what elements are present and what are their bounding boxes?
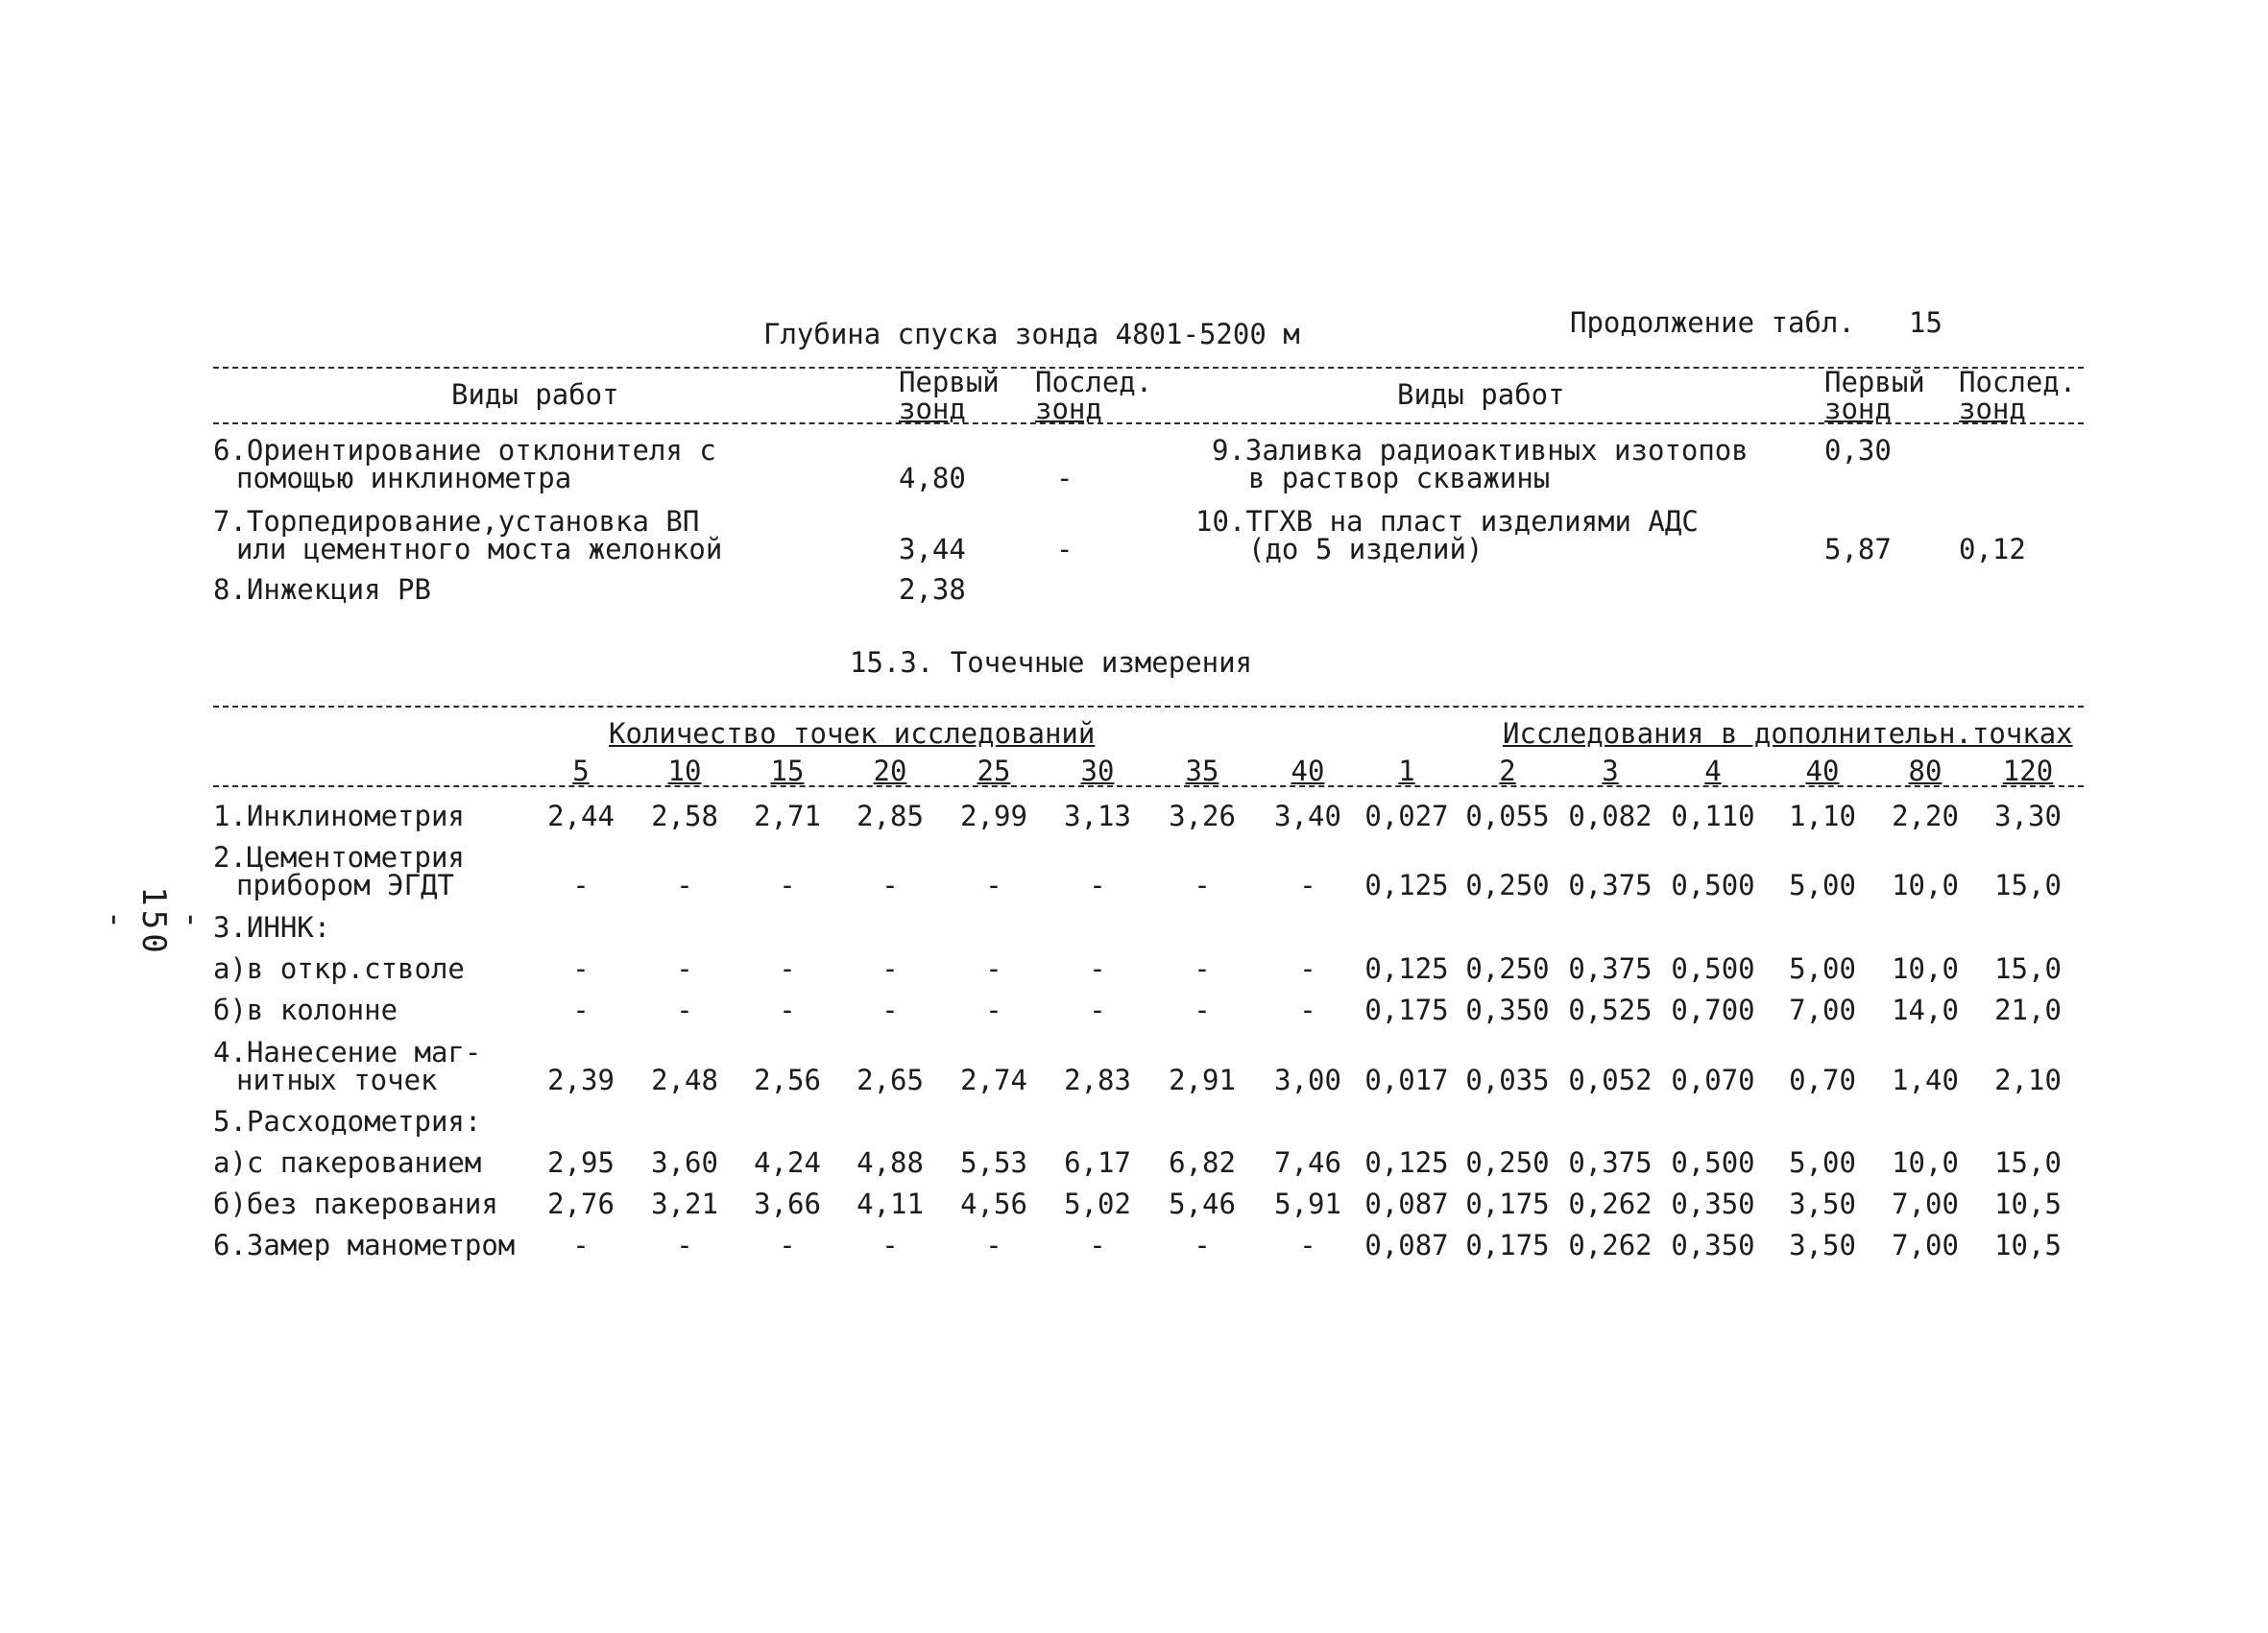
column-header: 40	[1805, 755, 1840, 787]
table-cell: -	[676, 869, 693, 901]
table-cell: -	[1089, 994, 1106, 1026]
table-cell: 0,350	[1465, 994, 1550, 1026]
table-cell: 2,39	[547, 1064, 615, 1096]
upper-left-row-6-line1: 6.Ориентирование отклонителя с	[213, 434, 716, 467]
table-cell: 0,70	[1789, 1064, 1856, 1096]
page-number: - 150 -	[96, 886, 211, 957]
table-cell: -	[985, 994, 1002, 1026]
lower-top-rule	[213, 706, 2084, 708]
table-cell: 0,500	[1671, 952, 1755, 985]
table-cell: 0,125	[1364, 952, 1449, 985]
table-cell: 0,070	[1671, 1064, 1755, 1096]
col-first-left: Первый	[899, 366, 1000, 398]
table-cell: 7,00	[1892, 1229, 1959, 1261]
table-cell: -	[1089, 952, 1106, 985]
table-cell: -	[779, 994, 796, 1026]
table-cell: -	[676, 952, 693, 985]
upper-left-row-6-first: 4,80	[899, 462, 966, 494]
table-cell: 2,76	[547, 1188, 615, 1220]
table-cell: -	[1194, 952, 1211, 985]
table-cell: 0,500	[1671, 869, 1755, 901]
upper-left-row-8-line1: 8.Инжекция РВ	[213, 573, 431, 606]
col-next-left: Послед.	[1035, 366, 1153, 398]
table-cell: 4,24	[754, 1146, 821, 1179]
col-work-left: Виды работ	[451, 378, 619, 411]
table-cell: -	[676, 1229, 693, 1261]
table-cell: 0,055	[1465, 800, 1550, 832]
column-header: 80	[1908, 755, 1942, 787]
table-cell: 2,56	[754, 1064, 821, 1096]
table-cell: 3,60	[651, 1146, 718, 1179]
depth-title: Глубина спуска зонда 4801-5200 м	[763, 318, 1300, 350]
row-label-continued: прибором ЭГДТ	[236, 869, 454, 901]
table-cell: 4,56	[960, 1188, 1027, 1220]
table-cell: 0,175	[1465, 1188, 1550, 1220]
column-header: 120	[2002, 755, 2054, 787]
table-cell: 14,0	[1892, 994, 1959, 1026]
upper-right-row-9-line1: 9.Заливка радиоактивных изотопов	[1212, 434, 1749, 467]
col-first-right: Первый	[1824, 366, 1925, 398]
table-cell: 0,125	[1364, 869, 1449, 901]
column-header: 35	[1185, 755, 1219, 787]
table-cell: 10,0	[1892, 869, 1959, 901]
col-next-left-2: зонд	[1035, 393, 1102, 425]
table-cell: 3,26	[1169, 800, 1236, 832]
table-cell: 4,88	[857, 1146, 924, 1179]
table-cell: -	[881, 869, 899, 901]
table-cell: 5,91	[1274, 1188, 1341, 1220]
table-cell: 3,66	[754, 1188, 821, 1220]
table-cell: -	[572, 1229, 590, 1261]
table-cell: 0,375	[1568, 1146, 1653, 1179]
table-cell: 21,0	[1994, 994, 2062, 1026]
table-cell: 0,035	[1465, 1064, 1550, 1096]
table-cell: 2,71	[754, 800, 821, 832]
table-cell: 1,40	[1892, 1064, 1959, 1096]
table-cell: 2,48	[651, 1064, 718, 1096]
table-cell: -	[572, 994, 590, 1026]
column-header: 40	[1291, 755, 1325, 787]
table-cell: 0,087	[1364, 1229, 1449, 1261]
table-cell: 3,30	[1994, 800, 2062, 832]
table-cell: 0,125	[1364, 1146, 1449, 1179]
row-label: 1.Инклинометрия	[213, 800, 465, 832]
table-cell: 3,13	[1064, 800, 1131, 832]
table-cell: -	[881, 952, 899, 985]
row-label: а)в откр.стволе	[213, 952, 465, 985]
table-cell: 3,50	[1789, 1229, 1856, 1261]
table-cell: -	[881, 1229, 899, 1261]
table-cell: 2,10	[1994, 1064, 2062, 1096]
table-cell: 0,262	[1568, 1229, 1653, 1261]
table-cell: 15,0	[1994, 952, 2062, 985]
upper-left-row-7-next: -	[1056, 533, 1074, 565]
column-header: 30	[1080, 755, 1115, 787]
table-cell: 2,20	[1892, 800, 1959, 832]
section-title: 15.3. Точечные измерения	[850, 646, 1253, 679]
row-label: 3.ИННК:	[213, 911, 331, 944]
column-header: 20	[873, 755, 907, 787]
table-cell: 0,052	[1568, 1064, 1653, 1096]
col-work-right: Виды работ	[1397, 378, 1565, 411]
table-cell: 5,53	[960, 1146, 1027, 1179]
upper-right-row-9-line2: в раствор скважины	[1248, 462, 1551, 494]
upper-right-row-10-next: 0,12	[1959, 533, 2026, 565]
table-cell: 0,017	[1364, 1064, 1449, 1096]
table-cell: 0,250	[1465, 869, 1550, 901]
table-cell: 1,10	[1789, 800, 1856, 832]
row-label: б)в колонне	[213, 994, 398, 1026]
table-cell: -	[985, 952, 1002, 985]
table-cell: 0,250	[1465, 1146, 1550, 1179]
table-cell: -	[1194, 994, 1211, 1026]
table-cell: -	[1194, 869, 1211, 901]
table-cell: -	[985, 1229, 1002, 1261]
table-cell: 10,0	[1892, 1146, 1959, 1179]
table-cell: 6,17	[1064, 1146, 1131, 1179]
upper-left-row-6-next: -	[1056, 462, 1074, 494]
upper-left-row-7-first: 3,44	[899, 533, 966, 565]
table-cell: 2,91	[1169, 1064, 1236, 1096]
upper-left-row-7-line2: или цементного моста желонкой	[236, 533, 723, 565]
table-cell: 0,250	[1465, 952, 1550, 985]
table-cell: -	[676, 994, 693, 1026]
table-cell: 6,82	[1169, 1146, 1236, 1179]
upper-left-row-7-line1: 7.Торпедирование,установка ВП	[213, 505, 700, 538]
table-cell: 0,525	[1568, 994, 1653, 1026]
column-header: 4	[1704, 755, 1722, 787]
table-cell: 7,46	[1274, 1146, 1341, 1179]
table-cell: 0,700	[1671, 994, 1755, 1026]
table-cell: 0,262	[1568, 1188, 1653, 1220]
table-cell: 0,110	[1671, 800, 1755, 832]
table-cell: -	[1299, 952, 1316, 985]
col-first-right-2: зонд	[1824, 393, 1892, 425]
table-cell: -	[1299, 1229, 1316, 1261]
table-cell: 0,350	[1671, 1188, 1755, 1220]
col-first-left-2: зонд	[899, 393, 966, 425]
table-cell: 0,087	[1364, 1188, 1449, 1220]
column-header: 2	[1499, 755, 1516, 787]
row-label: 5.Расходометрия:	[213, 1105, 482, 1138]
column-header: 3	[1602, 755, 1619, 787]
table-cell: -	[572, 952, 590, 985]
upper-left-row-6-line2: помощью инклинометра	[236, 462, 572, 494]
table-cell: 2,85	[857, 800, 924, 832]
table-cell: 0,350	[1671, 1229, 1755, 1261]
table-cell: -	[1194, 1229, 1211, 1261]
table-cell: -	[881, 994, 899, 1026]
table-cell: -	[1299, 869, 1316, 901]
table-cell: 2,99	[960, 800, 1027, 832]
upper-right-row-9-first: 0,30	[1824, 434, 1892, 467]
column-header: 25	[977, 755, 1011, 787]
table-cell: 7,00	[1892, 1188, 1959, 1220]
table-cell: 7,00	[1789, 994, 1856, 1026]
col-next-right-2: зонд	[1959, 393, 2026, 425]
table-cell: 3,21	[651, 1188, 718, 1220]
table-number: 15	[1909, 306, 1942, 339]
upper-right-row-10-line2: (до 5 изделий)	[1248, 533, 1484, 565]
table-cell: 15,0	[1994, 1146, 2062, 1179]
table-cell: 2,95	[547, 1146, 615, 1179]
table-cell: 15,0	[1994, 869, 2062, 901]
table-cell: 10,0	[1892, 952, 1959, 985]
table-cell: 0,175	[1364, 994, 1449, 1026]
table-cell: 0,375	[1568, 952, 1653, 985]
table-cell: 5,00	[1789, 869, 1856, 901]
table-cell: 10,5	[1994, 1188, 2062, 1220]
column-header: 15	[770, 755, 805, 787]
table-cell: -	[779, 952, 796, 985]
table-cell: 3,50	[1789, 1188, 1856, 1220]
table-cell: 0,375	[1568, 869, 1653, 901]
table-cell: 2,58	[651, 800, 718, 832]
table-cell: -	[1089, 869, 1106, 901]
table-cell: 0,500	[1671, 1146, 1755, 1179]
column-header: 1	[1398, 755, 1415, 787]
table-cell: -	[1089, 1229, 1106, 1261]
table-cell: 0,027	[1364, 800, 1449, 832]
table-cell: 10,5	[1994, 1229, 2062, 1261]
table-cell: 2,65	[857, 1064, 924, 1096]
continuation-label: Продолжение табл.	[1570, 306, 1855, 339]
column-header: 10	[667, 755, 702, 787]
group-header-additional: Исследования в дополнительн.точках	[1503, 717, 2073, 750]
upper-right-row-10-line1: 10.ТГХВ на пласт изделиями АДС	[1195, 505, 1699, 538]
col-next-right: Послед.	[1959, 366, 2077, 398]
row-label: 2.Цементометрия	[213, 841, 465, 874]
row-label: а)с пакерованием	[213, 1146, 482, 1179]
row-label-continued: нитных точек	[236, 1064, 438, 1096]
table-cell: 5,02	[1064, 1188, 1131, 1220]
upper-left-row-8-first: 2,38	[899, 573, 966, 606]
table-cell: 5,00	[1789, 952, 1856, 985]
table-cell: 2,74	[960, 1064, 1027, 1096]
table-cell: 3,00	[1274, 1064, 1341, 1096]
column-header: 5	[572, 755, 590, 787]
table-cell: -	[572, 869, 590, 901]
row-label: 4.Нанесение маг-	[213, 1036, 482, 1069]
group-header-points: Количество точек исследований	[609, 717, 1096, 750]
row-label: б)без пакерования	[213, 1188, 498, 1220]
table-cell: 3,40	[1274, 800, 1341, 832]
table-cell: 2,83	[1064, 1064, 1131, 1096]
table-cell: 4,11	[857, 1188, 924, 1220]
upper-right-row-10-first: 5,87	[1824, 533, 1892, 565]
table-cell: -	[1299, 994, 1316, 1026]
table-cell: 0,175	[1465, 1229, 1550, 1261]
table-cell: 0,082	[1568, 800, 1653, 832]
table-cell: -	[779, 869, 796, 901]
table-cell: -	[779, 1229, 796, 1261]
table-cell: 5,46	[1169, 1188, 1236, 1220]
table-cell: 5,00	[1789, 1146, 1856, 1179]
table-cell: -	[985, 869, 1002, 901]
table-cell: 2,44	[547, 800, 615, 832]
row-label: 6.Замер манометром	[213, 1229, 516, 1261]
upper-header-rule	[213, 422, 2084, 424]
